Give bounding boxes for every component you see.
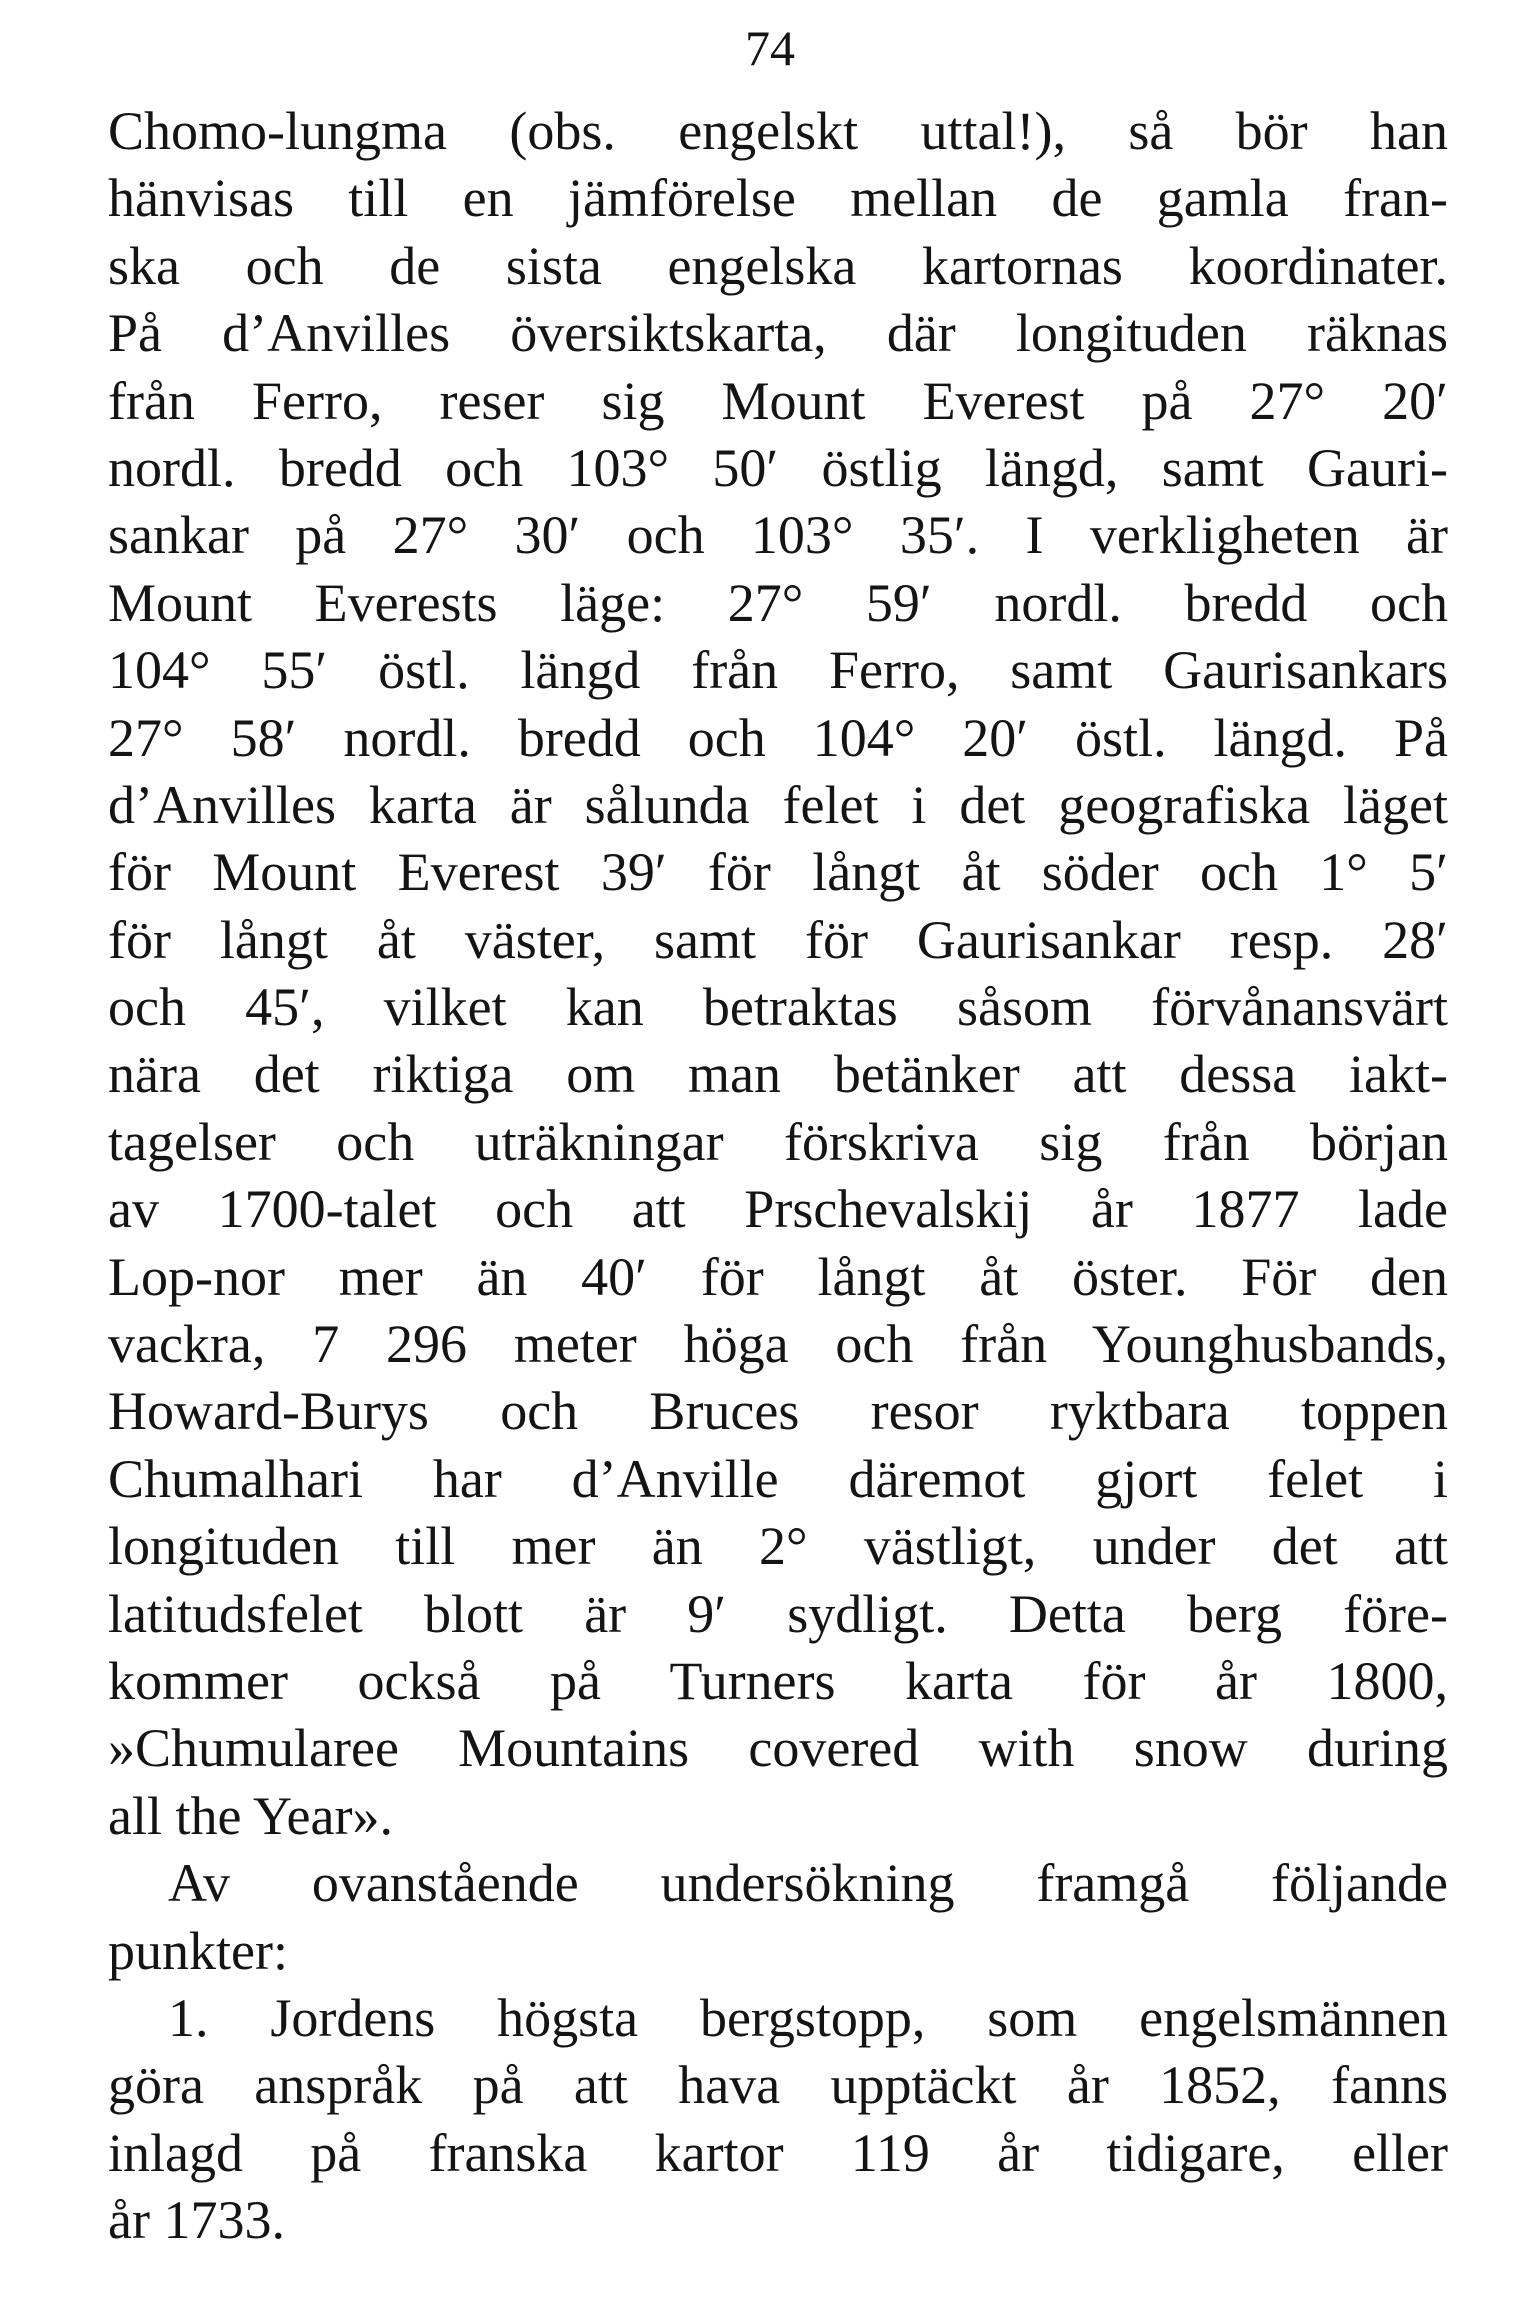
text-line: hänvisas till en jämförelse mellan de gamla fran- [108, 168, 1448, 229]
text-line: sankar på 27° 30′ och 103° 35′. I verkligheten är [108, 505, 1448, 566]
text-line: inlagd på franska kartor 119 år tidigare, eller [108, 2122, 1448, 2183]
text-line: »Chumularee Mountains covered with snow during [108, 1718, 1448, 1779]
text-line: Howard-Burys och Bruces resor ryktbara toppen [108, 1381, 1448, 1442]
body-text [108, 98, 1448, 2255]
text-line: vackra, 7 296 meter höga och från Younghusbands, [108, 1314, 1448, 1375]
text-line: 104° 55′ östl. längd från Ferro, samt Gaurisankars [108, 640, 1448, 701]
text-line: latitudsfelet blott är 9′ sydligt. Detta berg före- [108, 1583, 1448, 1644]
text-line: kommer också på Turners karta för år 1800, [108, 1650, 1448, 1711]
page-number: 74 [745, 20, 795, 76]
text-line: punkter: [108, 1920, 288, 1981]
text-line: Chumalhari har d’Anville däremot gjort felet i [108, 1448, 1448, 1509]
text-line: Lop-nor mer än 40′ för långt åt öster. För den [108, 1246, 1448, 1307]
text-line: longituden till mer än 2° västligt, under det att [108, 1516, 1448, 1577]
text-line: Av ovanstående undersökning framgå följande [168, 1853, 1448, 1914]
text-line: göra anspråk på att hava upptäckt år 1852, fanns [108, 2055, 1448, 2116]
text-line: för Mount Everest 39′ för långt åt söder och 1° 5′ [108, 842, 1448, 903]
text-line: Chomo-lungma (obs. engelskt uttal!), så bör han [108, 101, 1448, 161]
text-line: och 45′, vilket kan betraktas såsom förvånansvärt [108, 977, 1448, 1038]
text-line: nordl. bredd och 103° 50′ östlig längd, samt Gauri- [108, 437, 1448, 498]
text-line: På d’Anvilles översiktskarta, där longituden räknas [108, 303, 1448, 364]
text-line: tagelser och uträkningar förskriva sig från början [108, 1111, 1448, 1172]
text-line: från Ferro, reser sig Mount Everest på 27° 20′ [108, 370, 1448, 431]
text-line: d’Anvilles karta är sålunda felet i det geografiska läget [108, 774, 1448, 835]
text-line: 1. Jordens högsta bergstopp, som engelsmännen [168, 1987, 1448, 2048]
text-line: Mount Everests läge: 27° 59′ nordl. bredd och [108, 572, 1448, 633]
text-line: 27° 58′ nordl. bredd och 104° 20′ östl. längd. På [108, 707, 1448, 768]
text-line: all the Year». [108, 1785, 393, 1846]
text-line: av 1700-talet och att Prschevalskij år 1877 lade [108, 1179, 1448, 1240]
text-line: år 1733. [108, 2190, 285, 2251]
text-line: ska och de sista engelska kartornas koordinater. [108, 235, 1448, 296]
text-line: nära det riktiga om man betänker att dessa iakt- [108, 1044, 1448, 1105]
text-line: för långt åt väster, samt för Gaurisankar resp. 28′ [108, 909, 1448, 970]
